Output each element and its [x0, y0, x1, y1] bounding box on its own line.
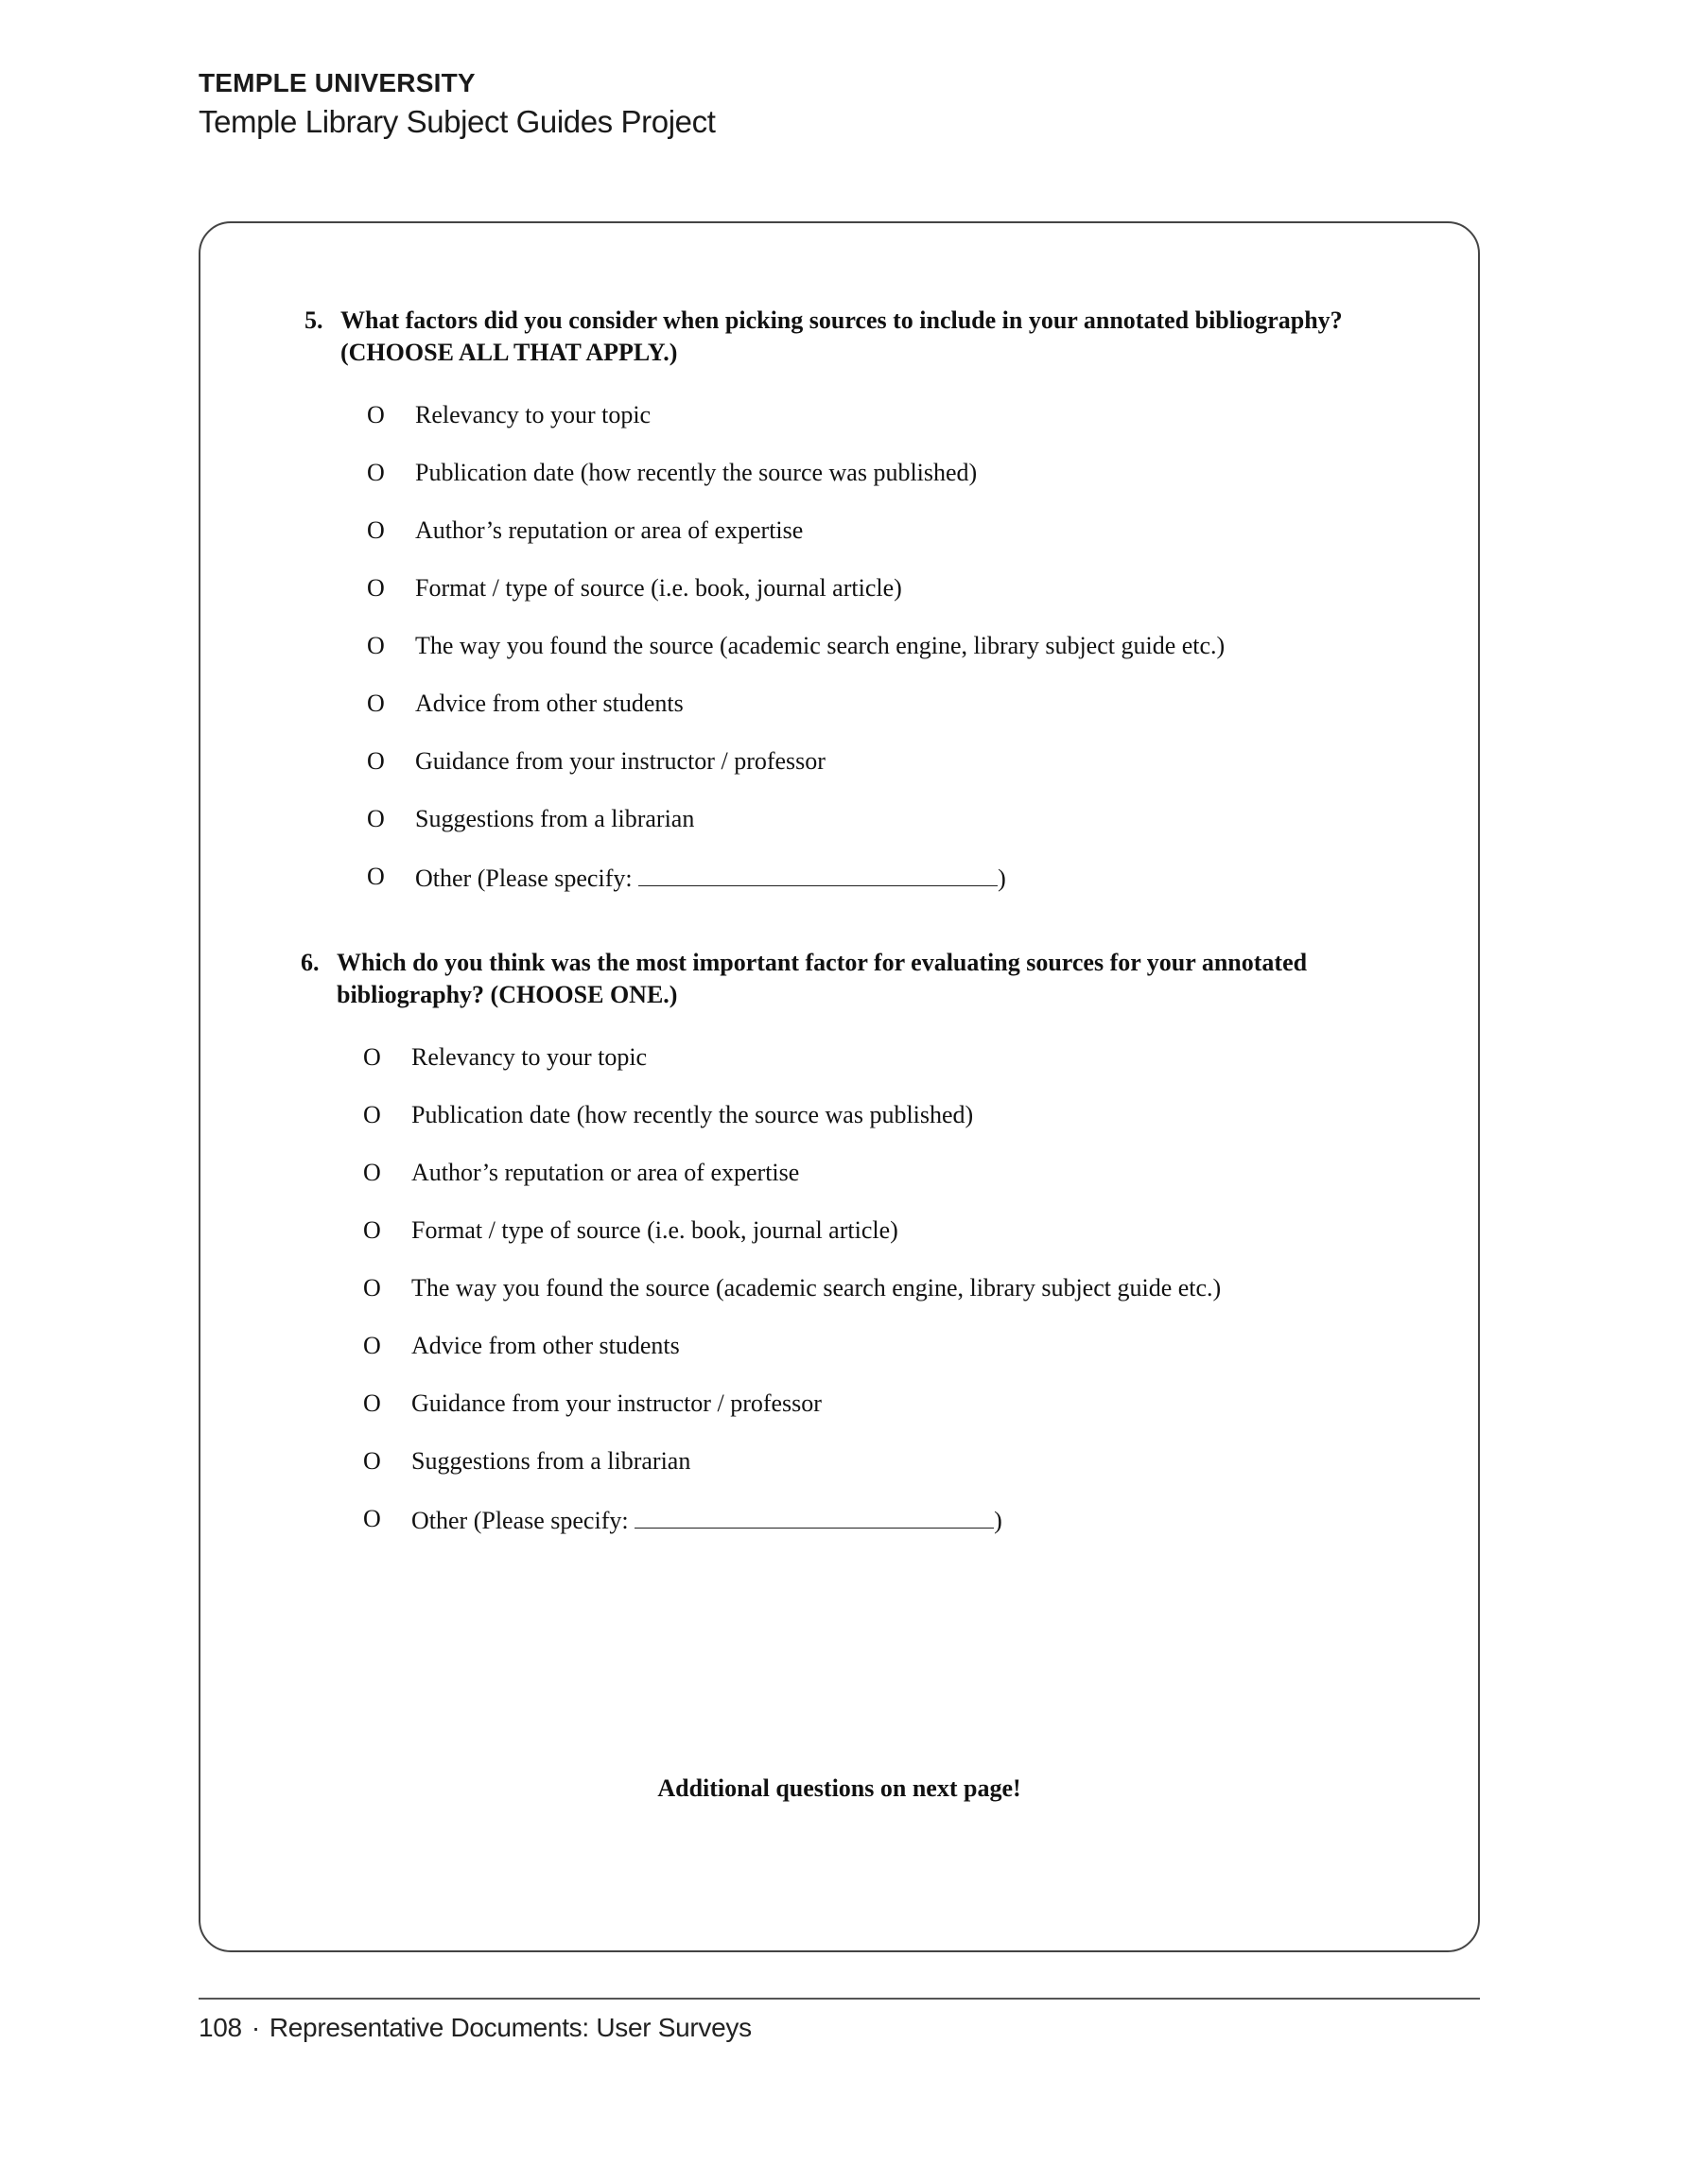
option-label: Publication date (how recently the source was published) — [415, 459, 978, 486]
continuation-note: Additional questions on next page! — [657, 1774, 1021, 1802]
option-label: Advice from other students — [415, 690, 684, 717]
option-label: Format / type of source (i.e. book, journal article) — [411, 1216, 898, 1244]
option-circle-icon[interactable]: O — [367, 516, 385, 544]
question-5 — [304, 305, 1392, 369]
option-label: Guidance from your instructor / professor — [415, 747, 826, 775]
option-circle-icon[interactable]: O — [363, 1216, 381, 1244]
other-label-text: Other (Please specify: — [411, 1507, 629, 1534]
option-circle-icon[interactable]: O — [363, 1332, 381, 1359]
option-circle-icon[interactable]: O — [367, 401, 385, 428]
option-label: Relevancy to your topic — [411, 1043, 648, 1071]
question-6-number: 6. — [301, 949, 320, 976]
option-circle-icon[interactable]: O — [363, 1447, 381, 1475]
option-circle-icon[interactable]: O — [363, 1043, 381, 1071]
option-label: The way you found the source (academic search engine, library subject guide etc.) — [415, 632, 1226, 659]
option-circle-icon[interactable]: O — [367, 574, 385, 602]
option-label: Suggestions from a librarian — [415, 805, 695, 832]
option-circle-icon[interactable]: O — [363, 1505, 381, 1532]
other-label-text: Other (Please specify: — [415, 865, 633, 892]
option-label-other — [411, 1505, 1002, 1535]
option-label: The way you found the source (academic search engine, library subject guide etc.) — [411, 1274, 1222, 1302]
other-close-paren: ) — [994, 1507, 1002, 1534]
option-label: Suggestions from a librarian — [411, 1447, 691, 1475]
project-title: Temple Library Subject Guides Project — [199, 104, 716, 139]
page-header — [199, 68, 715, 140]
footer-section: Representative Documents: User Surveys — [269, 2013, 752, 2042]
other-close-paren: ) — [998, 865, 1006, 892]
option-circle-icon[interactable]: O — [363, 1389, 381, 1417]
option-label: Guidance from your instructor / professor — [411, 1389, 822, 1417]
option-circle-icon[interactable]: O — [363, 1274, 381, 1302]
option-circle-icon[interactable]: O — [363, 1159, 381, 1186]
question-6 — [301, 947, 1388, 1011]
option-circle-icon[interactable]: O — [367, 747, 385, 775]
page-number: 108 — [199, 2013, 242, 2042]
survey-card — [199, 221, 1480, 1952]
question-5-text: What factors did you consider when picking sources to include in your annotated bibliography? (CHOOSE ALL THAT APPLY.) — [340, 306, 1343, 366]
option-circle-icon[interactable]: O — [367, 459, 385, 486]
option-circle-icon[interactable]: O — [367, 805, 385, 832]
option-circle-icon[interactable]: O — [367, 863, 385, 890]
option-circle-icon[interactable]: O — [363, 1101, 381, 1128]
organization-name: TEMPLE UNIVERSITY — [199, 68, 476, 97]
option-label: Publication date (how recently the source was published) — [411, 1101, 974, 1128]
option-label: Author’s reputation or area of expertise — [415, 516, 804, 544]
footer-separator: · — [251, 2013, 260, 2042]
option-label-other — [415, 863, 1006, 893]
option-circle-icon[interactable]: O — [367, 690, 385, 717]
question-6-text: Which do you think was the most important factor for evaluating sources for your annotated bibliography? (CHOOSE ONE.) — [337, 949, 1308, 1008]
q6-other-specify-field[interactable] — [635, 1505, 994, 1529]
footer-divider — [199, 1998, 1480, 2000]
option-circle-icon[interactable]: O — [367, 632, 385, 659]
option-label: Format / type of source (i.e. book, journal article) — [415, 574, 902, 602]
question-5-number: 5. — [304, 306, 323, 334]
page-footer — [199, 2013, 752, 2043]
option-label: Advice from other students — [411, 1332, 680, 1359]
q5-other-specify-field[interactable] — [638, 863, 998, 886]
option-label: Author’s reputation or area of expertise — [411, 1159, 800, 1186]
option-label: Relevancy to your topic — [415, 401, 652, 428]
